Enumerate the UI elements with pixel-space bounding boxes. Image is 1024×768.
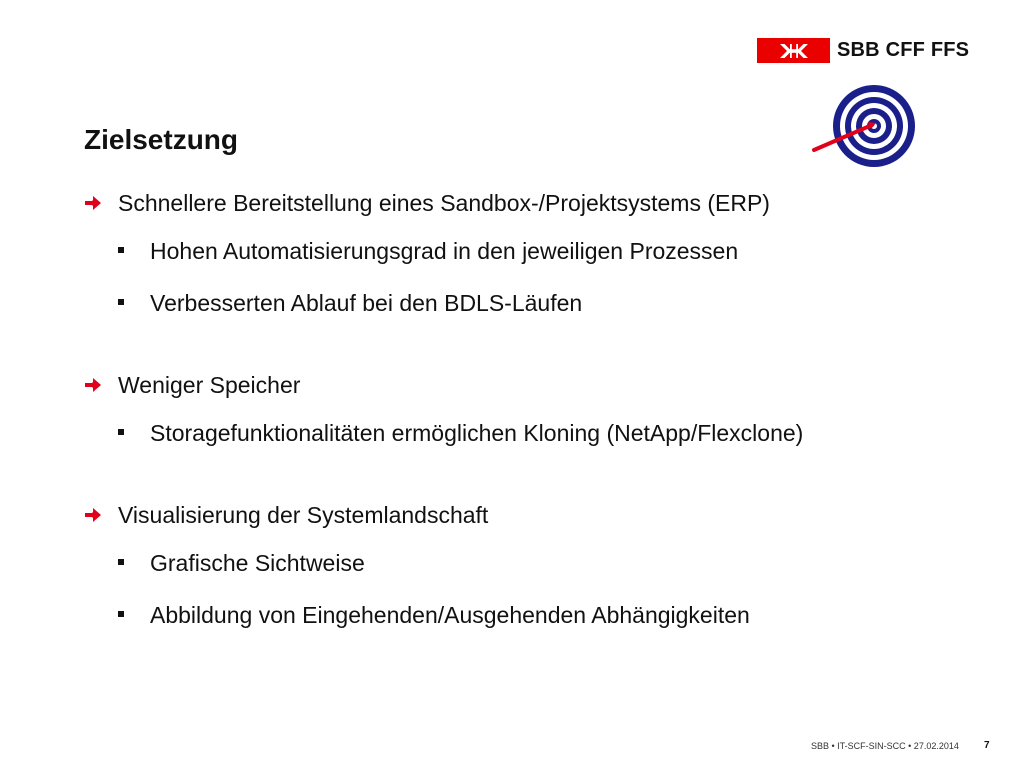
arrow-right-icon	[84, 181, 108, 225]
square-bullet-icon	[118, 559, 124, 565]
section-heading	[0, 181, 1000, 225]
swiss-rail-arrows-icon	[757, 38, 830, 63]
square-bullet-icon	[118, 299, 124, 305]
list-item-text: Hohen Automatisierungsgrad in den jeweiligen Prozessen	[150, 238, 739, 264]
dartboard-target-icon	[812, 84, 916, 172]
list-item-text: Abbildung von Eingehenden/Ausgehenden Abhängigkeiten	[150, 602, 750, 628]
section-heading	[0, 493, 1000, 537]
footer-text: SBB • IT-SCF-SIN-SCC • 27.02.2014	[811, 741, 959, 751]
square-bullet-icon	[118, 611, 124, 617]
section-heading-text: Visualisierung der Systemlandschaft	[118, 502, 489, 528]
section-heading	[0, 363, 1000, 407]
arrow-right-icon	[84, 493, 108, 537]
square-bullet-icon	[118, 429, 124, 435]
list-item	[0, 589, 1000, 641]
section-sandbox	[0, 181, 1000, 329]
list-item-text: Storagefunktionalitäten ermöglichen Kloning (NetApp/Flexclone)	[150, 420, 804, 446]
list-item	[0, 407, 1000, 459]
slide-content	[0, 181, 1000, 675]
arrow-right-icon	[84, 363, 108, 407]
list-item	[0, 277, 1000, 329]
slide-title: Zielsetzung	[84, 124, 239, 155]
sbb-logo	[757, 38, 969, 63]
list-item-text: Grafische Sichtweise	[150, 550, 365, 576]
list-item-text: Verbesserten Ablauf bei den BDLS-Läufen	[150, 290, 583, 316]
logo-text: SBB CFF FFS	[837, 39, 970, 61]
list-item	[0, 225, 1000, 277]
section-heading-text: Schnellere Bereitstellung eines Sandbox-/Projektsystems (ERP)	[118, 190, 770, 216]
section-visualisierung	[0, 493, 1000, 641]
section-heading-text: Weniger Speicher	[118, 372, 301, 398]
section-speicher	[0, 363, 1000, 459]
page-number: 7	[984, 740, 990, 751]
list-item	[0, 537, 1000, 589]
square-bullet-icon	[118, 247, 124, 253]
